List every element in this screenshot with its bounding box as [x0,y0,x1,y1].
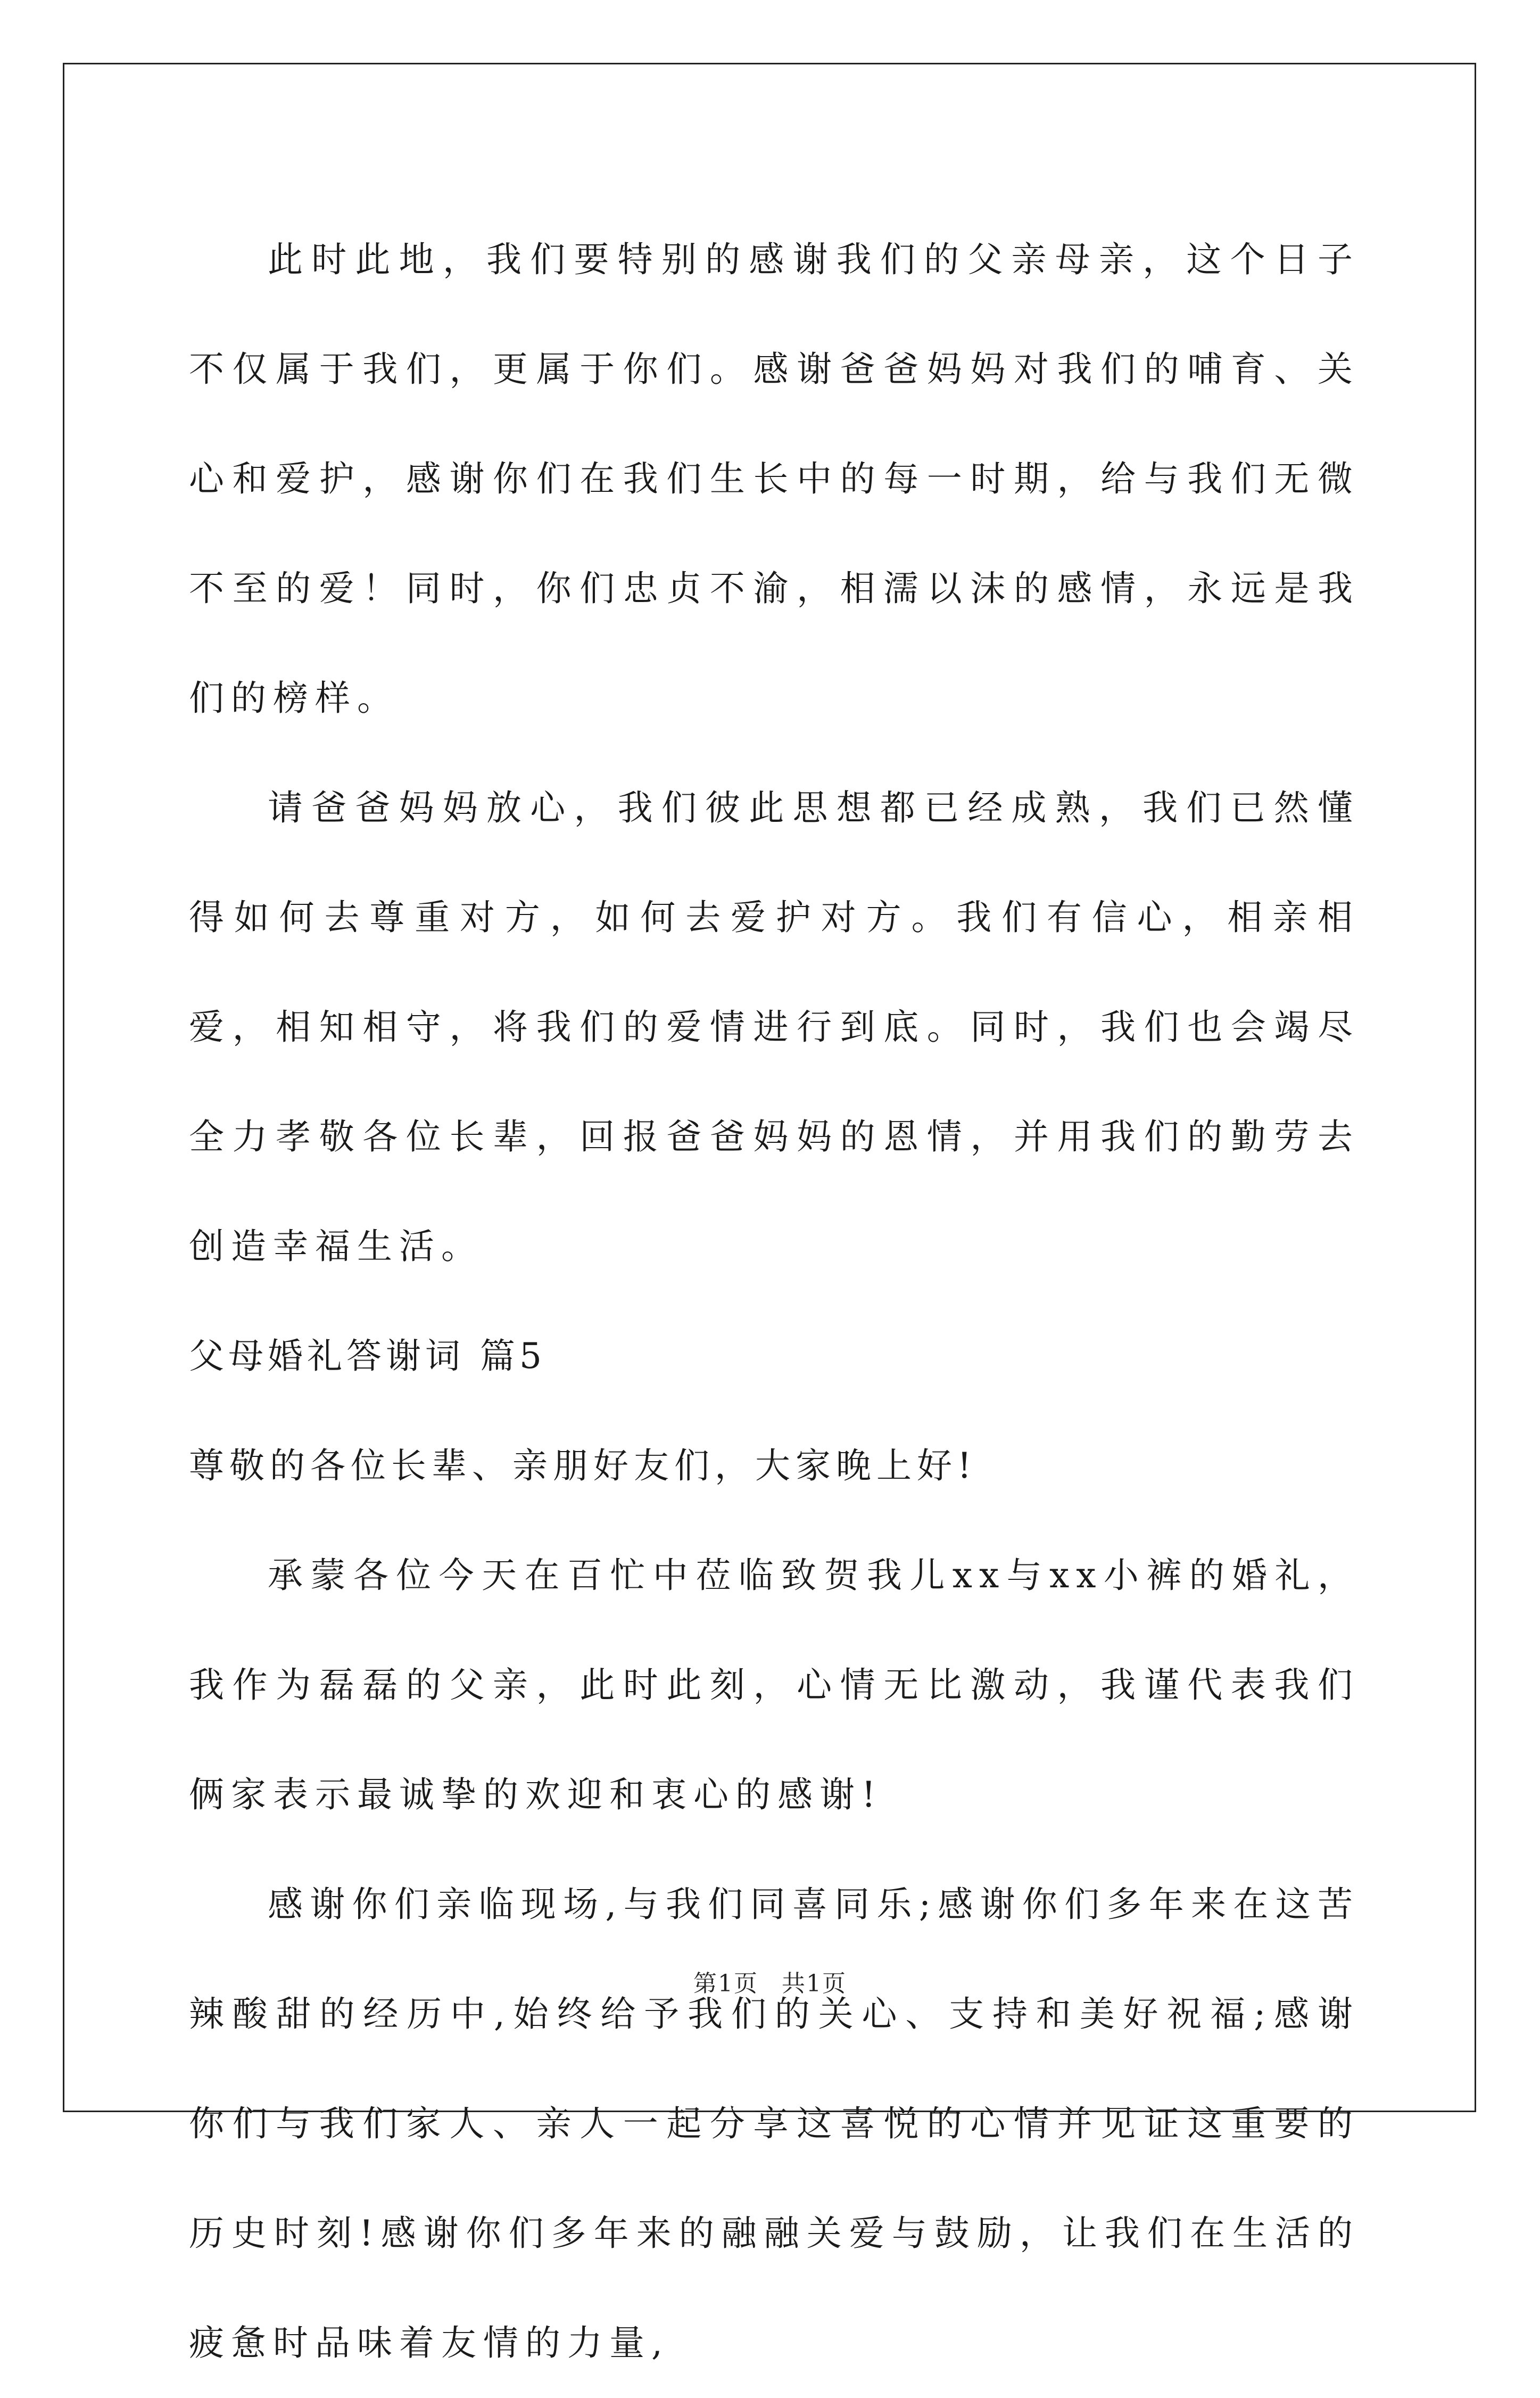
paragraph-thanks-parents: 此时此地，我们要特别的感谢我们的父亲母亲，这个日子不仅属于我们，更属于你们。感谢爸爸妈妈对我们的哺育、关心和爱护，感谢你们在我们生长中的每一时期，给与我们无微不至的爱！同时，你们忠贞不渝，相濡以沫的感情，永远是我们的榜样。 [189,239,1360,719]
document-body [189,205,1360,2398]
page-number-total: 共1页 [782,1970,847,1997]
page-number-current: 第1页 [693,1970,758,1997]
salutation: 尊敬的各位长辈、亲朋好友们，大家晚上好! [189,1445,977,1486]
page-footer [0,1964,1540,1998]
paragraph-gratitude: 感谢你们亲临现场,与我们同喜同乐;感谢你们多年来在这苦辣酸甜的经历中,始终给予我们的关心、支持和美好祝福;感谢你们与我们家人、亲人一起分享这喜悦的心情并见证这重要的历史时刻!感谢你们多年来的融融关爱与鼓励，让我们在生活的疲惫时品味着友情的力量, [189,1884,1360,2363]
section-heading: 父母婚礼答谢词 篇5 [189,1336,546,1377]
paragraph-welcome: 承蒙各位今天在百忙中莅临致贺我儿xx与xx小裤的婚礼，我作为磊磊的父亲，此时此刻，心情无比激动，我谨代表我们俩家表示最诚挚的欢迎和衷心的感谢! [189,1555,1360,1815]
paragraph-reassure-parents: 请爸爸妈妈放心，我们彼此思想都已经成熟，我们已然懂得如何去尊重对方，如何去爱护对方。我们有信心，相亲相爱，相知相守，将我们的爱情进行到底。同时，我们也会竭尽全力孝敬各位长辈，回报爸爸妈妈的恩情，并用我们的勤劳去创造幸福生活。 [189,787,1360,1267]
